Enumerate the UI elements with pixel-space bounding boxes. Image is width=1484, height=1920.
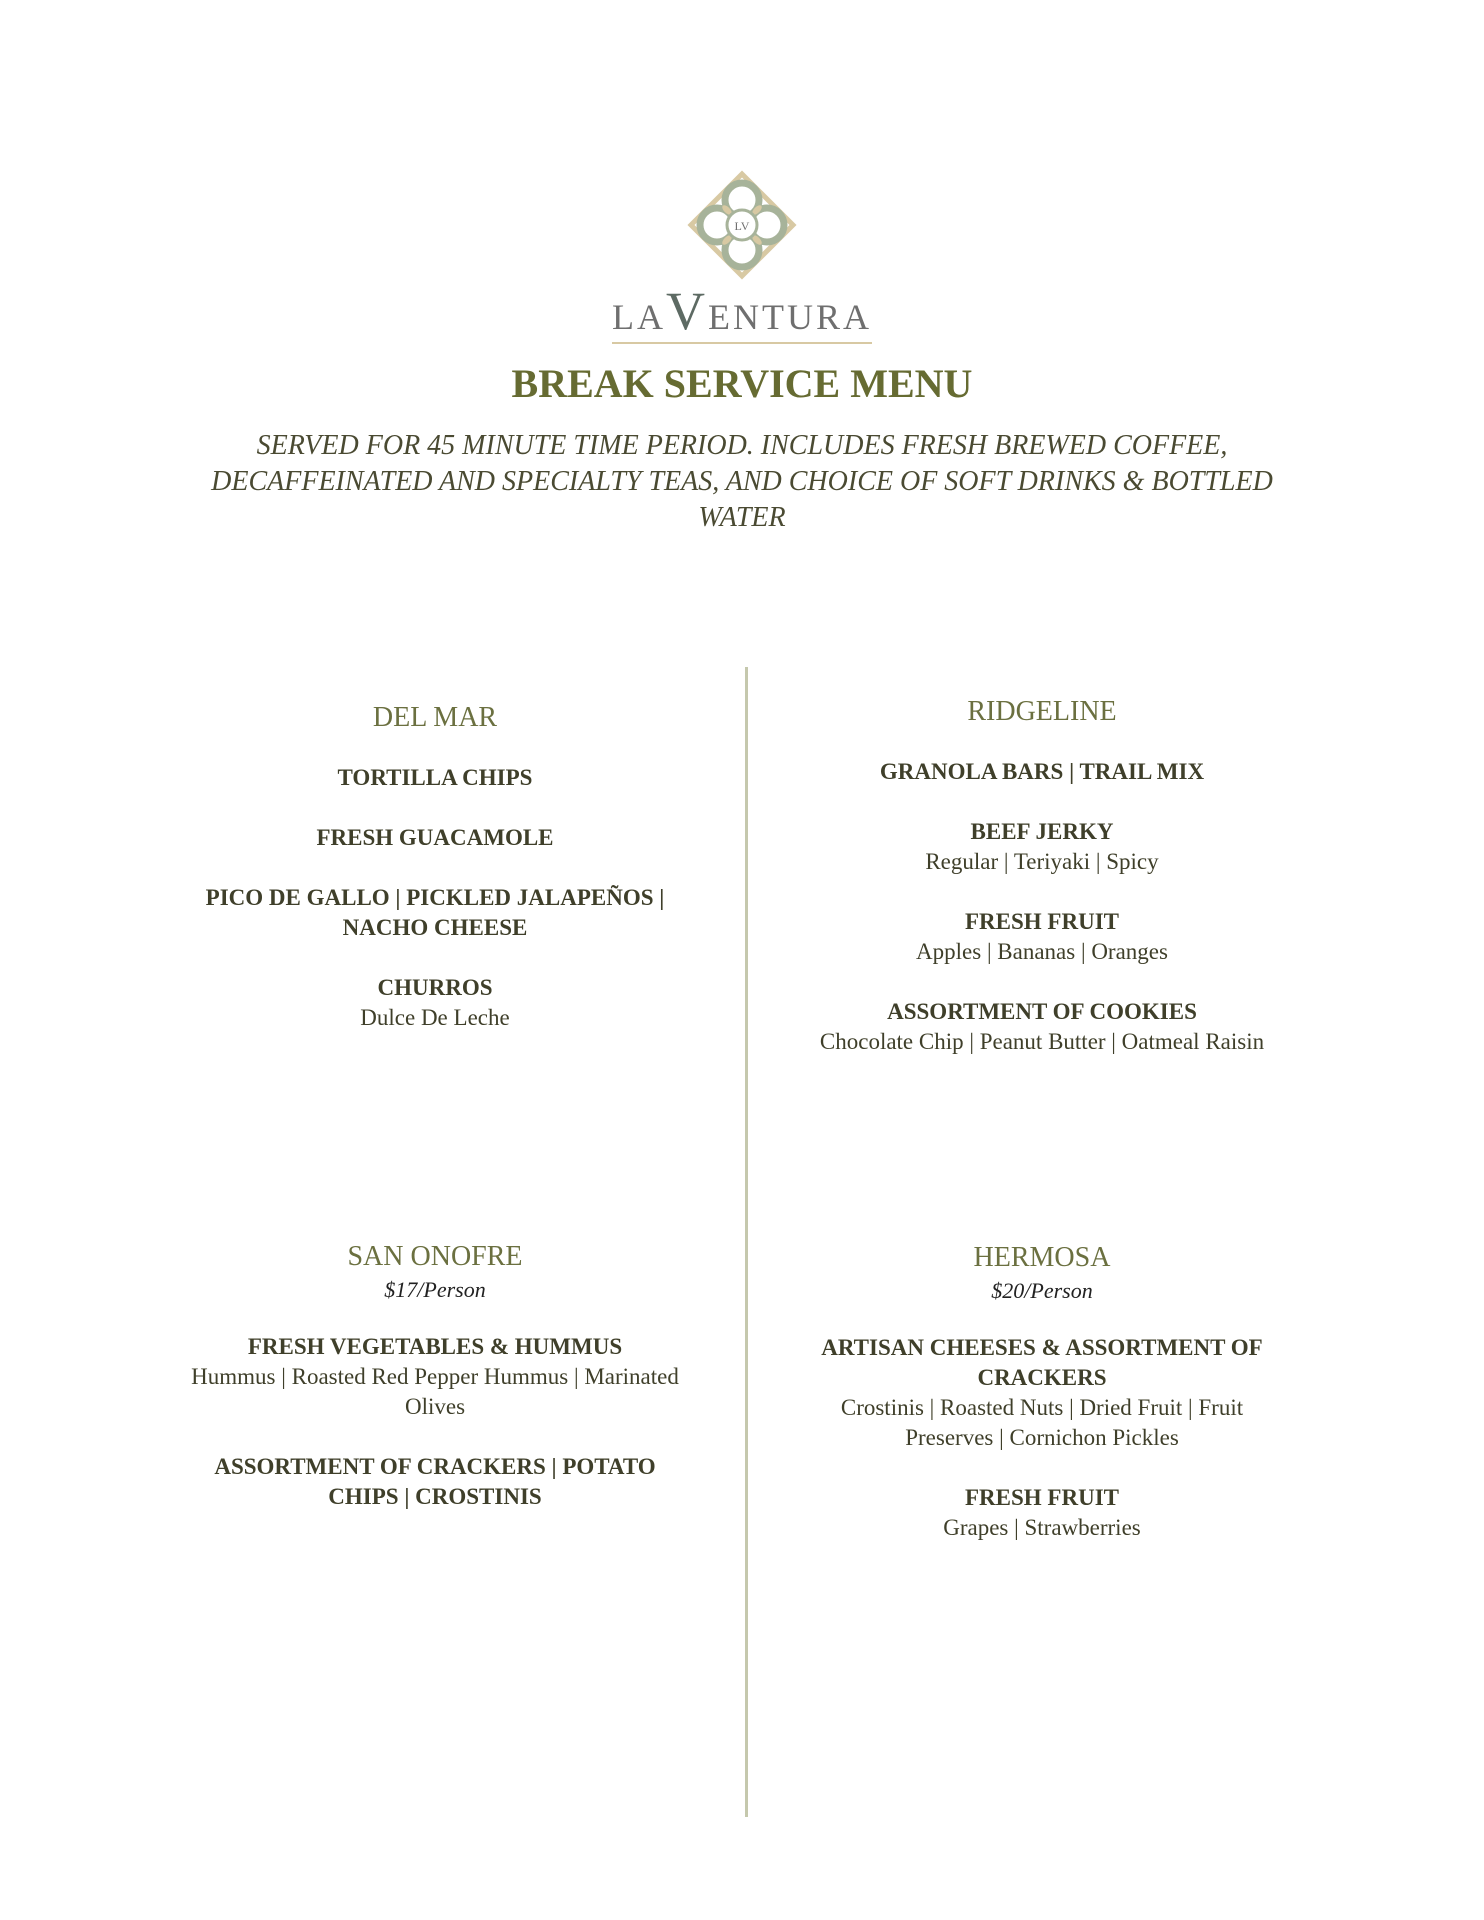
item-detail: Grapes | Strawberries	[943, 1515, 1141, 1540]
brand-name-rest: ENTURA	[708, 297, 872, 337]
section-price: $17/Person	[384, 1277, 486, 1302]
brand-logo	[0, 170, 1484, 344]
item-name: ARTISAN CHEESES & ASSORTMENT OF CRACKERS	[821, 1335, 1263, 1390]
menu-item	[155, 823, 715, 853]
item-detail: Apples | Bananas | Oranges	[916, 939, 1168, 964]
page-title: BREAK SERVICE MENU	[511, 361, 973, 406]
section-price: $20/Person	[991, 1278, 1093, 1303]
item-name: PICO DE GALLO | PICKLED JALAPEÑOS | NACHO CHEESE	[205, 885, 665, 940]
section-title: RIDGELINE	[967, 696, 1117, 727]
column-divider	[745, 667, 748, 1817]
item-detail: Chocolate Chip | Peanut Butter | Oatmeal Raisin	[819, 1029, 1265, 1054]
menu-item	[762, 1333, 1322, 1453]
item-name: CHURROS	[377, 975, 493, 1000]
menu-item	[155, 1452, 715, 1512]
section-title: HERMOSA	[973, 1242, 1111, 1273]
menu-item	[762, 817, 1322, 877]
brand-name-initial: V	[666, 281, 708, 341]
item-name: TORTILLA CHIPS	[337, 765, 533, 790]
section-hermosa	[762, 1241, 1322, 1573]
item-name: FRESH VEGETABLES & HUMMUS	[247, 1334, 623, 1359]
item-name: FRESH GUACAMOLE	[316, 825, 554, 850]
menu-item	[762, 907, 1322, 967]
section-del-mar	[155, 701, 715, 1063]
item-name: ASSORTMENT OF CRACKERS | POTATO CHIPS | CROSTINIS	[214, 1454, 656, 1509]
menu-item	[155, 1332, 715, 1422]
monogram-text: LV	[734, 219, 750, 233]
menu-item	[762, 997, 1322, 1057]
item-detail: Crostinis | Roasted Nuts | Dried Fruit | Fruit Preserves | Cornichon Pickles	[840, 1395, 1244, 1450]
menu-item	[155, 973, 715, 1033]
item-name: BEEF JERKY	[970, 819, 1114, 844]
item-name: ASSORTMENT OF COOKIES	[887, 999, 1197, 1024]
item-name: GRANOLA BARS | TRAIL MIX	[879, 759, 1205, 784]
item-detail: Dulce De Leche	[360, 1005, 510, 1030]
section-san-onofre	[155, 1240, 715, 1542]
item-name: FRESH FRUIT	[965, 1485, 1119, 1510]
floral-emblem-icon	[687, 170, 797, 280]
menu-item	[762, 757, 1322, 787]
item-detail: Hummus | Roasted Red Pepper Hummus | Marinated Olives	[191, 1364, 679, 1419]
menu-item	[155, 883, 715, 943]
page-subtitle: SERVED FOR 45 MINUTE TIME PERIOD. INCLUDES FRESH BREWED COFFEE, DECAFFEINATED AND SPECIALTY TEAS, AND CHOICE OF SOFT DRINKS & BOTTLED WATER	[211, 430, 1273, 533]
menu-item	[762, 1483, 1322, 1543]
section-title: DEL MAR	[372, 702, 498, 733]
item-detail: Regular | Teriyaki | Spicy	[925, 849, 1159, 874]
section-title: SAN ONOFRE	[347, 1241, 523, 1272]
section-ridgeline	[762, 695, 1322, 1087]
brand-wordmark	[612, 281, 872, 344]
menu-item	[155, 763, 715, 793]
brand-name-prefix: LA	[612, 297, 666, 337]
item-name: FRESH FRUIT	[965, 909, 1119, 934]
